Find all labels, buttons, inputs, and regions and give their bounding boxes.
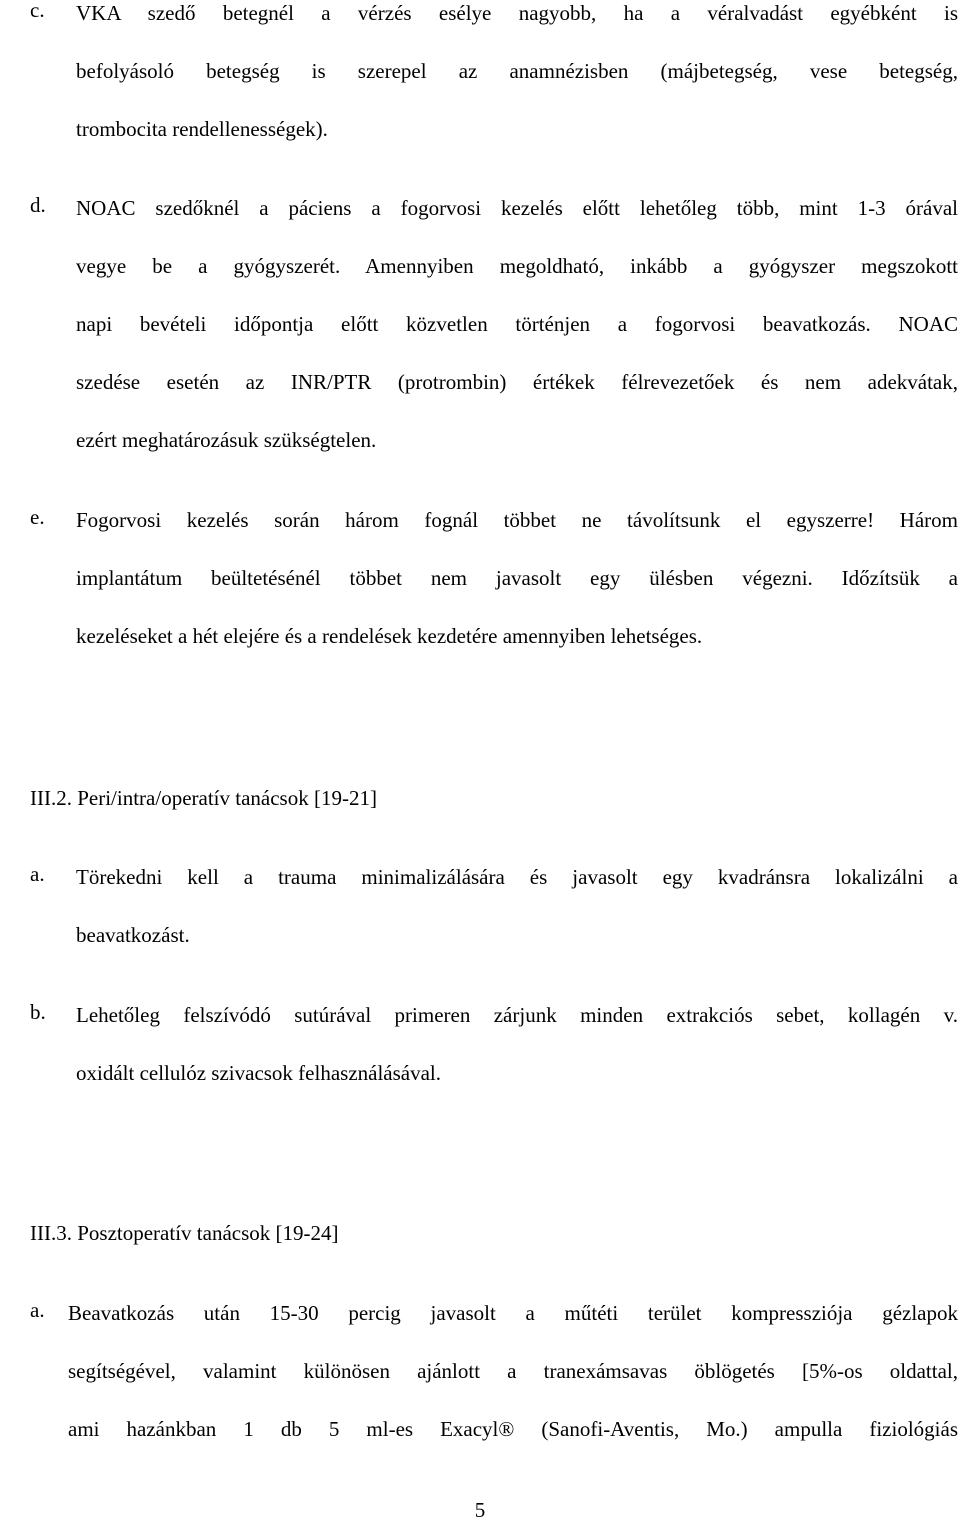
text-line: NOAC szedőknél a páciens a fogorvosi kezelés előtt lehetőleg több, mint 1-3 órával — [76, 196, 958, 220]
text-line: ezért meghatározásuk szükségtelen. — [76, 428, 377, 452]
text-line: implantátum beültetésénél többet nem javasolt egy ülésben végezni. Időzítsük a — [76, 566, 958, 590]
list-marker: e. — [30, 505, 45, 529]
page-number: 5 — [474, 1498, 486, 1522]
list-marker: d. — [30, 193, 46, 217]
text-line: beavatkozást. — [76, 923, 190, 947]
text-line: vegye be a gyógyszerét. Amennyiben megoldható, inkább a gyógyszer megszokott — [76, 254, 958, 278]
text-line: segítségével, valamint különösen ajánlott a tranexámsavas öblögetés [5%-os oldattal, — [68, 1359, 958, 1383]
text-line: Fogorvosi kezelés során három fognál többet ne távolítsunk el egyszerre! Három — [76, 508, 958, 532]
list-marker: b. — [30, 1000, 46, 1024]
text-line: oxidált cellulóz szivacsok felhasználásával. — [76, 1061, 442, 1085]
list-marker: c. — [30, 0, 45, 22]
section-heading: III.3. Posztoperatív tanácsok [19-24] — [30, 1221, 339, 1245]
text-line: befolyásoló betegség is szerepel az anamnézisben (májbetegség, vese betegség, — [76, 59, 958, 83]
text-line: Lehetőleg felszívódó sutúrával primeren zárjunk minden extrakciós sebet, kollagén v. — [76, 1003, 958, 1027]
text-line: Törekedni kell a trauma minimalizálására és javasolt egy kvadránsra lokalizálni a — [76, 865, 958, 889]
text-line: kezeléseket a hét elejére és a rendelések kezdetére amennyiben lehetséges. — [76, 624, 703, 648]
text-line: ami hazánkban 1 db 5 ml-es Exacyl® (Sanofi-Aventis, Mo.) ampulla fiziológiás — [68, 1417, 958, 1441]
text-line: Beavatkozás után 15-30 percig javasolt a műtéti terület kompressziója gézlapok — [68, 1301, 958, 1325]
text-line: szedése esetén az INR/PTR (protrombin) értékek félrevezetőek és nem adekvátak, — [76, 370, 958, 394]
list-marker: a. — [30, 862, 45, 886]
text-line: trombocita rendellenességek). — [76, 117, 328, 141]
list-marker: a. — [30, 1298, 45, 1322]
section-heading: III.2. Peri/intra/operatív tanácsok [19-21] — [30, 786, 377, 810]
text-line: napi bevételi időpontja előtt közvetlen történjen a fogorvosi beavatkozás. NOAC — [76, 312, 958, 336]
text-line: VKA szedő betegnél a vérzés esélye nagyobb, ha a véralvadást egyébként is — [76, 1, 958, 25]
